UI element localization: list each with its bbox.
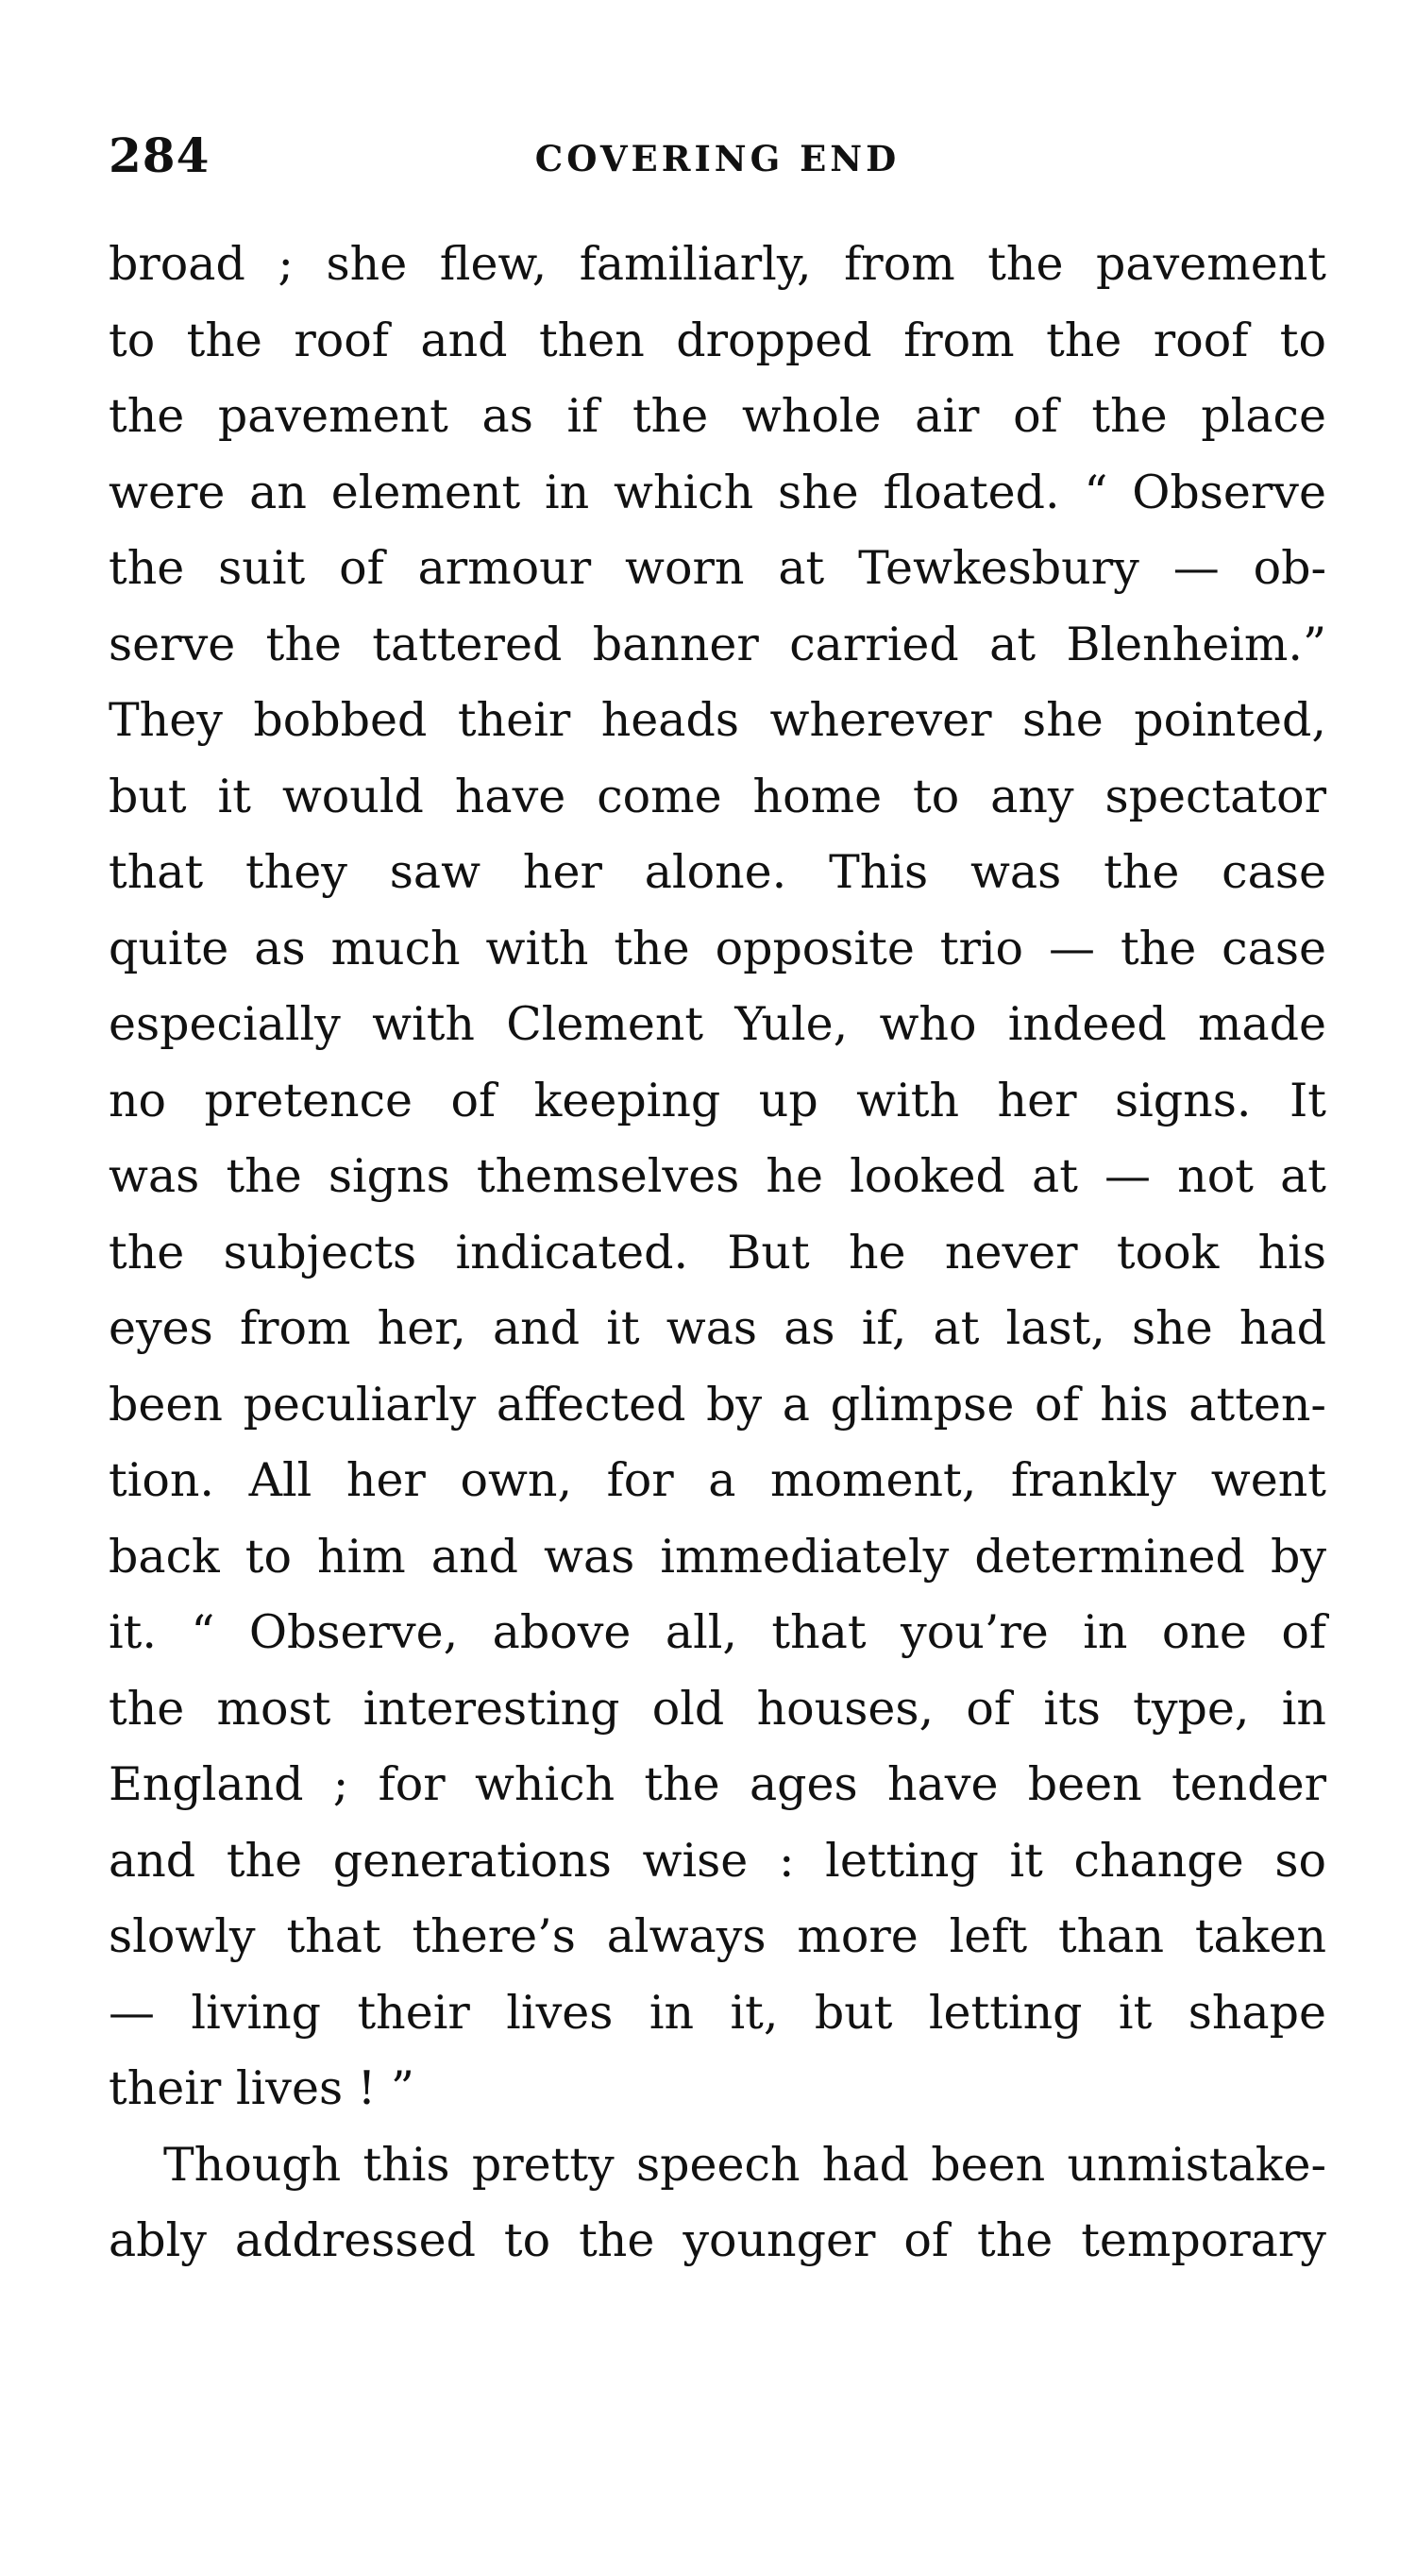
- running-head: [109, 123, 1326, 189]
- text-line: the suit of armour worn at Tewkesbury — ob-: [109, 541, 1326, 595]
- text-line: They bobbed their heads wherever she pointed,: [109, 693, 1326, 747]
- text-line: were an element in which she floated. “ Observe: [109, 465, 1326, 519]
- text-line: no pretence of keeping up with her signs. It: [109, 1073, 1326, 1127]
- text-line: broad ; she flew, familiarly, from the pavement: [109, 237, 1326, 291]
- text-line: slowly that there’s always more left than taken: [109, 1909, 1326, 1963]
- text-line: was the signs themselves he looked at — not at: [109, 1149, 1326, 1203]
- text-line: to the roof and then dropped from the roof to: [109, 313, 1326, 367]
- book-page: [109, 123, 1326, 2279]
- text-line: but it would have come home to any spectator: [109, 769, 1326, 823]
- text-line: ably addressed to the younger of the temporary: [109, 2213, 1326, 2267]
- paragraph-1: [109, 227, 1326, 2127]
- text-line: Though this pretty speech had been unmistake-: [163, 2137, 1326, 2192]
- text-line: England ; for which the ages have been tender: [109, 1757, 1326, 1811]
- text-line: and the generations wise : letting it change so: [109, 1833, 1326, 1888]
- text-line: the most interesting old houses, of its type, in: [109, 1681, 1326, 1736]
- text-line: especially with Clement Yule, who indeed made: [109, 997, 1326, 1051]
- text-line: quite as much with the opposite trio — the case: [109, 921, 1326, 975]
- text-line: eyes from her, and it was as if, at last, she had: [109, 1301, 1326, 1355]
- paragraph-2: [109, 2127, 1326, 2279]
- text-line: the pavement as if the whole air of the place: [109, 389, 1326, 443]
- text-line: back to him and was immediately determined by: [109, 1529, 1326, 1584]
- running-title: COVERING END: [534, 138, 901, 179]
- text-line: serve the tattered banner carried at Blenheim.”: [109, 617, 1326, 671]
- text-line: the subjects indicated. But he never took his: [109, 1225, 1326, 1280]
- text-line: that they saw her alone. This was the case: [109, 845, 1326, 899]
- page-number: 284: [109, 127, 211, 183]
- text-line: been peculiarly affected by a glimpse of his atten-: [109, 1377, 1326, 1432]
- text-line: it. “ Observe, above all, that you’re in one of: [109, 1605, 1326, 1659]
- text-line: tion. All her own, for a moment, frankly went: [109, 1453, 1326, 1507]
- text-line: — living their lives in it, but letting it shape: [109, 1985, 1326, 2040]
- text-line: their lives ! ”: [109, 2061, 414, 2115]
- body-text: [109, 227, 1326, 2279]
